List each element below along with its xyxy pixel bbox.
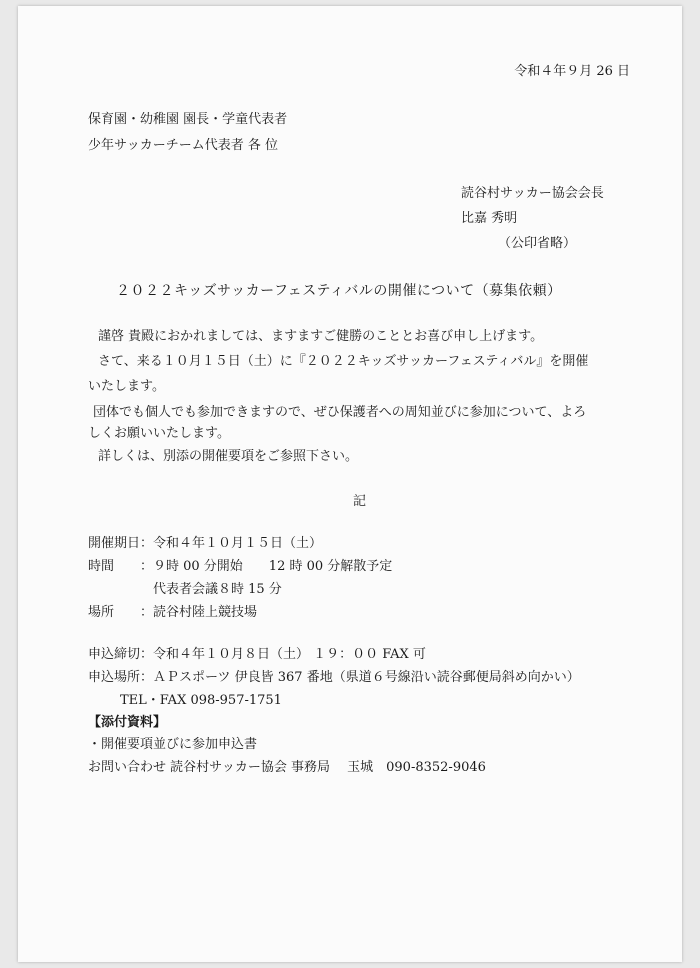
sender-organization: 読谷村サッカー協会会長 <box>461 186 604 201</box>
document-title: ２０２２キッズサッカーフェスティバルの開催について（募集依頼） <box>116 283 562 299</box>
application-place: 申込場所：ＡＰスポーツ 伊良皆 367 番地（県道６号線沿い読谷郵便局斜め向かい） <box>88 670 580 685</box>
body-paragraph-1-line-2: いたします。 <box>88 379 165 394</box>
application-deadline: 申込締切：令和４年１０月８日（土） １９：００ FAX 可 <box>88 647 426 662</box>
body-paragraph-2-line-1: 団体でも個人でも参加できますので、ぜひ保護者への周知並びに参加について、よろ <box>93 405 587 420</box>
recipient-line-2: 少年サッカーチーム代表者 各 位 <box>88 138 279 153</box>
application-contact: TEL・FAX 098-957-1751 <box>120 693 282 708</box>
event-date-line: 開催期日：令和４年１０月１５日（土） <box>88 536 323 551</box>
event-meeting-time: 代表者会議８時 15 分 <box>153 582 282 597</box>
body-paragraph-3: 詳しくは、別添の開催要項をご参照下さい。 <box>98 449 359 464</box>
document-date: 令和４年９月 26 日 <box>514 64 630 79</box>
body-paragraph-2-line-2: しくお願いいたします。 <box>88 426 230 441</box>
sender-name: 比嘉 秀明 <box>461 211 518 226</box>
attachment-item: ・開催要項並びに参加申込書 <box>88 737 258 752</box>
ki-heading: 記 <box>353 494 367 509</box>
body-paragraph-1-line-1: さて、来る１０月１５日（土）に『２０２２キッズサッカーフェスティバル』を開催 <box>98 354 589 369</box>
greeting-text: 謹啓 貴殿におかれましては、ますますご健勝のこととお喜び申し上げます。 <box>98 329 544 344</box>
attachments-heading: 【添付資料】 <box>88 715 167 730</box>
seal-note: （公印省略） <box>498 236 577 251</box>
event-place-line: 場所 ：読谷村陸上競技場 <box>88 605 258 620</box>
recipient-line-1: 保育園・幼稚園 園長・学童代表者 <box>88 112 288 127</box>
document-page <box>18 6 682 962</box>
event-time-line: 時間 ：９時 00 分開始 12 時 00 分解散予定 <box>88 559 393 574</box>
inquiry-line: お問い合わせ 読谷村サッカー協会 事務局 玉城 090-8352-9046 <box>88 760 486 775</box>
